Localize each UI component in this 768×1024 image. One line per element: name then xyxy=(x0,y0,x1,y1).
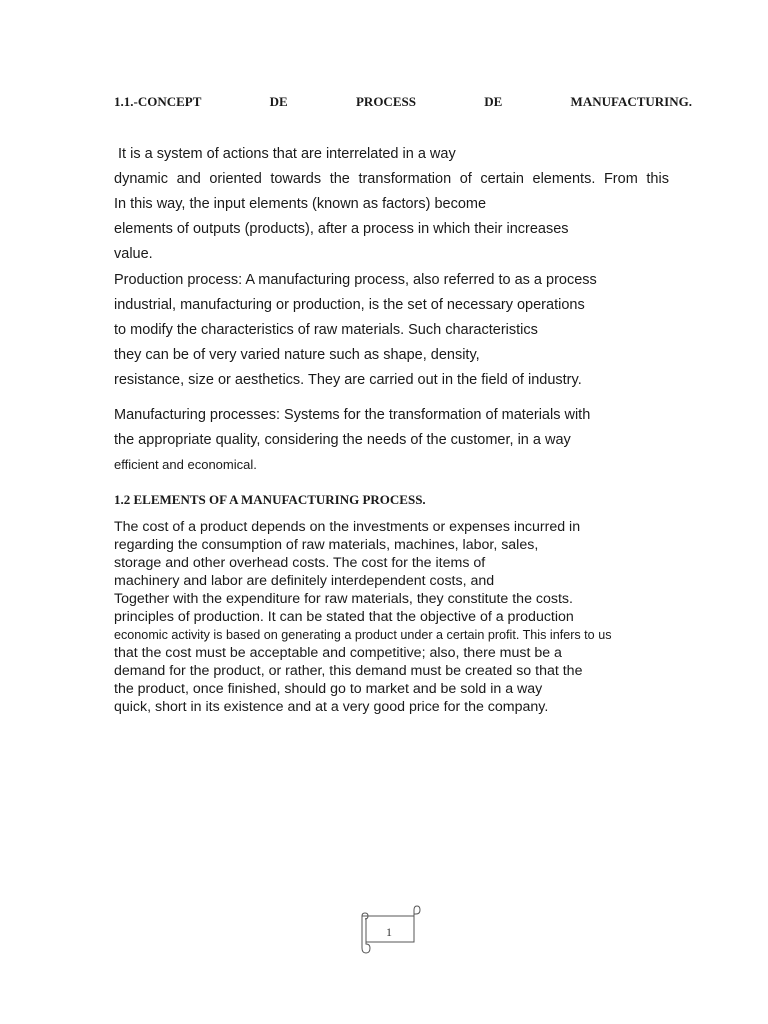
paragraph-line: resistance, size or aesthetics. They are carried out in the field of industry. xyxy=(114,372,582,388)
heading-word: DE xyxy=(484,94,503,109)
heading-word: DE xyxy=(269,94,288,109)
paragraph-line: machinery and labor are definitely interdependent costs, and xyxy=(114,573,495,589)
page-number-scroll xyxy=(354,904,424,956)
paragraph-line: Together with the expenditure for raw materials, they constitute the costs. xyxy=(114,591,573,607)
paragraph-line: The cost of a product depends on the investments or expenses incurred in xyxy=(114,519,581,535)
heading-word: 1.1.-CONCEPT xyxy=(114,94,202,109)
paragraph-line: principles of production. It can be stated that the objective of a production xyxy=(114,609,574,625)
paragraph-line: that the cost must be acceptable and competitive; also, there must be a xyxy=(114,645,562,661)
paragraph-line: the appropriate quality, considering the needs of the customer, in a way xyxy=(114,432,571,448)
paragraph-line: In this way, the input elements (known as factors) become xyxy=(114,196,487,212)
paragraph-line: It is a system of actions that are interrelated in a way xyxy=(114,146,456,162)
section-heading-elements: 1.2 ELEMENTS OF A MANUFACTURING PROCESS. xyxy=(114,492,426,507)
page-number: 1 xyxy=(386,925,392,939)
paragraph-line: industrial, manufacturing or production, is the set of necessary operations xyxy=(114,297,585,313)
paragraph-line: Production process: A manufacturing process, also referred to as a process xyxy=(114,272,597,288)
paragraph-line: elements of outputs (products), after a process in which their increases xyxy=(114,221,569,237)
heading-word: PROCESS xyxy=(355,94,416,109)
paragraph-line: storage and other overhead costs. The cost for the items of xyxy=(114,555,486,571)
paragraph-line: demand for the product, or rather, this demand must be created so that the xyxy=(114,663,583,679)
paragraph-line: regarding the consumption of raw materials, machines, labor, sales, xyxy=(114,537,539,553)
paragraph-line: they can be of very varied nature such as shape, density, xyxy=(114,347,480,363)
paragraph-line: efficient and economical. xyxy=(114,457,257,472)
heading-word: MANUFACTURING. xyxy=(570,94,692,109)
paragraph-line: value. xyxy=(114,246,153,262)
section-heading-concept xyxy=(114,94,692,110)
paragraph-line: the product, once finished, should go to market and be sold in a way xyxy=(114,681,543,697)
paragraph-line: Manufacturing processes: Systems for the transformation of materials with xyxy=(114,407,591,423)
paragraph-line: to modify the characteristics of raw materials. Such characteristics xyxy=(114,322,538,338)
paragraph-line: economic activity is based on generating a product under a certain profit. This infers to us xyxy=(114,628,612,642)
paragraph-line: quick, short in its existence and at a very good price for the company. xyxy=(114,699,549,715)
paragraph-line: dynamic and oriented towards the transformation of certain elements. From this xyxy=(114,171,669,187)
